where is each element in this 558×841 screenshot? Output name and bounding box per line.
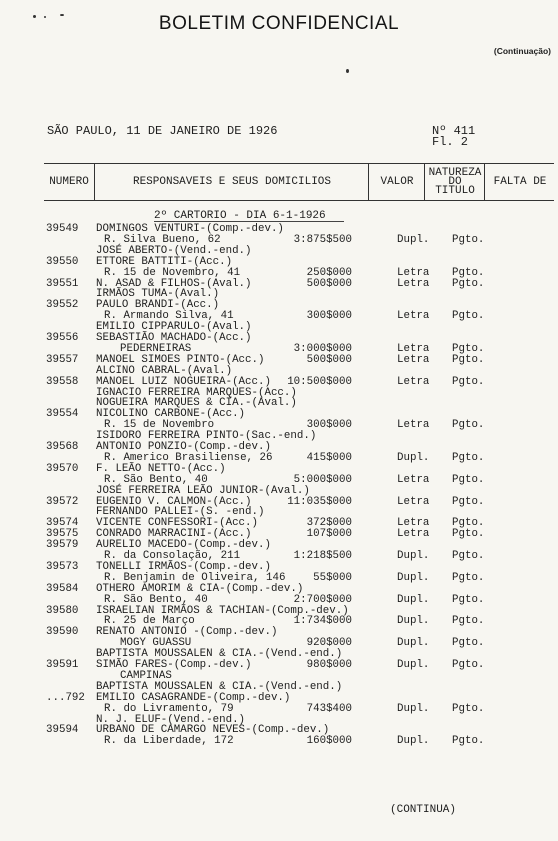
related-party: JOSÉ FERREIRA LEÃO JUNIOR-(Aval.) [96, 484, 310, 497]
list-item [0, 431, 558, 442]
title-nature: Letra [397, 528, 430, 541]
title-nature: Dupl. [397, 735, 430, 748]
list-item [0, 289, 558, 300]
title-nature: Dupl. [397, 451, 430, 464]
responsible-name: ISRAELIAN IRMÃOS & TACHIAN-(Comp.-dev.) [96, 604, 349, 617]
related-party: JOSÉ ABERTO-(Vend.-end.) [96, 244, 252, 257]
title-nature: Letra [397, 473, 430, 486]
default-reason: Pgto. [452, 277, 485, 290]
continuation-note: (Continuação) [493, 46, 551, 56]
entry-value: 5:000$000 [293, 473, 352, 486]
section-underline [154, 221, 344, 222]
related-party: EMILIO CIPPARULO-(Aval.) [96, 321, 252, 334]
natureza-line-2: DO [448, 175, 462, 188]
related-party: ALCINO CABRAL-(Aval.) [96, 364, 233, 377]
responsible-name: PAULO BRANDI-(Acc.) [96, 299, 220, 312]
default-reason: Pgto. [452, 473, 485, 486]
natureza-line-3: TITULO [435, 184, 475, 197]
entry-number: 39591 [46, 659, 79, 671]
list-item [0, 584, 558, 595]
default-reason: Pgto. [452, 353, 485, 366]
related-party: NOGUEIRA MARQUES & CIA.-(Aval.) [96, 397, 297, 410]
entry-value: 300$000 [306, 419, 352, 432]
default-reason: Pgto. [452, 659, 485, 671]
entry-value: 160$000 [306, 735, 352, 748]
city-date: SÃO PAULO, 11 DE JANEIRO DE 1926 [47, 124, 278, 138]
title-nature: Dupl. [397, 233, 430, 246]
title-nature: Letra [397, 266, 430, 279]
related-party: FERNANDO PALLEI-(S. -end.) [96, 506, 265, 519]
entry-value: 3:000$000 [293, 342, 352, 355]
list-item [0, 704, 558, 715]
address: R. 25 de Março [104, 615, 195, 628]
entry-number: 39590 [46, 626, 79, 639]
list-item [0, 355, 558, 366]
responsible-name: ANTONIO PONZIO-(Comp.-dev.) [96, 441, 271, 453]
title-nature: Letra [397, 517, 430, 530]
title-nature: Letra [397, 342, 430, 355]
responsible-name: URBANO DE CAMARGO NEVES-(Comp.-dev.) [96, 724, 330, 737]
list-item [0, 257, 558, 268]
default-reason: Pgto. [452, 495, 485, 508]
address: R. 15 de Novembro [104, 419, 215, 432]
list-item [0, 616, 558, 627]
title-nature: Dupl. [397, 593, 430, 606]
list-item [0, 486, 558, 497]
default-reason: Pgto. [452, 419, 485, 432]
entry-value: 1:218$500 [293, 550, 352, 562]
column-header-row [44, 163, 554, 201]
related-party: BAPTISTA MOUSSALEN & CIA.-(Vend.-end.) [96, 648, 343, 661]
entry-value: 980$000 [306, 659, 352, 671]
responsible-name: MANOEL SIMOES PINTO-(Acc.) [96, 353, 265, 366]
entry-value: 10:500$000 [287, 375, 352, 388]
title-nature: Dupl. [397, 637, 430, 650]
entry-number: 39549 [46, 223, 79, 235]
title-nature: Letra [397, 419, 430, 432]
section-heading: 2º CARTORIO - DIA 6-1-1926 [154, 210, 326, 222]
column-header-numero: NUMERO [49, 175, 89, 188]
entry-value: 743$400 [306, 702, 352, 715]
title-nature: Dupl. [397, 615, 430, 628]
entry-value: 107$000 [306, 528, 352, 541]
entry-number: 39594 [46, 724, 79, 737]
column-header-natureza [424, 164, 485, 200]
bulletin-number: Nº 411 [432, 124, 476, 138]
natureza-line-1: NATUREZA [428, 166, 482, 179]
default-reason: Pgto. [452, 571, 485, 584]
locality: PEDERNEIRAS [120, 342, 192, 355]
ink-speck [346, 69, 349, 73]
entry-number: 39550 [46, 255, 79, 268]
entry-number: 39551 [46, 277, 79, 290]
entry-number: 39554 [46, 408, 79, 421]
list-item [0, 595, 558, 606]
responsible-name: SEBASTIÃO MACHADO-(Acc.) [96, 332, 252, 344]
default-reason: Pgto. [452, 528, 485, 541]
responsible-name: F. LEÃO NETTO-(Acc.) [96, 462, 226, 475]
entry-value: 2:700$000 [293, 593, 352, 606]
related-party: N. J. ELUF-(Vend.-end.) [96, 713, 246, 726]
responsible-name: TONELLI IRMÃOS-(Comp.-dev.) [96, 560, 271, 573]
address: R. da Liberdade, 172 [104, 735, 234, 748]
entry-value: 300$000 [306, 310, 352, 323]
responsible-name: N. ASAD & FILHOS-(Aval.) [96, 277, 252, 290]
list-item [0, 322, 558, 333]
default-reason: Pgto. [452, 702, 485, 715]
default-reason: Pgto. [452, 593, 485, 606]
list-item [0, 235, 558, 246]
list-item [0, 497, 558, 508]
ink-speck [33, 15, 36, 18]
ink-speck [60, 14, 64, 16]
responsible-name: EMILIO CASAGRANDE-(Comp.-dev.) [96, 691, 291, 704]
sheet-number: Fl. 2 [432, 135, 469, 149]
list-item [0, 736, 558, 747]
list-item [0, 268, 558, 279]
entry-value: 920$000 [306, 637, 352, 650]
address: R. 15 de Novembro, 41 [104, 266, 241, 279]
responsible-name: OTHERO AMORIM & CIA-(Comp.-dev.) [96, 582, 304, 595]
responsible-name: RENATO ANTONIO -(Comp.-dev.) [96, 626, 278, 639]
default-reason: Pgto. [452, 342, 485, 355]
responsible-name: DOMINGOS VENTURI-(Comp.-dev.) [96, 223, 284, 235]
title-nature: Letra [397, 277, 430, 290]
title-nature: Dupl. [397, 659, 430, 671]
responsible-name: ETTORE BATTITI-(Acc.) [96, 255, 233, 268]
address: R. Silva Bueno, 62 [104, 233, 221, 246]
entry-number: 39568 [46, 441, 79, 453]
list-item [0, 377, 558, 388]
list-item [0, 475, 558, 486]
entry-number: 39552 [46, 299, 79, 312]
entry-number: 39573 [46, 560, 79, 573]
responsible-name: CONRADO MARRACINI-(Acc.) [96, 528, 252, 541]
ink-speck [44, 16, 46, 18]
address: R. Benjamin de Oliveira, 146 [104, 571, 286, 584]
list-item [0, 453, 558, 464]
related-party: IGNACIO FERREIRA MARQUES-(Acc.) [96, 386, 297, 399]
default-reason: Pgto. [452, 550, 485, 562]
address: R. Armando Silva, 41 [104, 310, 234, 323]
default-reason: Pgto. [452, 637, 485, 650]
list-item [0, 551, 558, 562]
default-reason: Pgto. [452, 517, 485, 530]
default-reason: Pgto. [452, 375, 485, 388]
entry-number: 39556 [46, 332, 79, 344]
column-header-falta: FALTA DE [484, 164, 555, 200]
locality: MOGY GUASSU [120, 637, 192, 650]
title-nature: Dupl. [397, 571, 430, 584]
column-header-responsaveis: RESPONSAVEIS E SEUS DOMICILIOS [94, 164, 369, 200]
entry-number: 39575 [46, 528, 79, 541]
title-nature: Letra [397, 495, 430, 508]
default-reason: Pgto. [452, 451, 485, 464]
responsible-name: MANOEL LUIZ NOGUEIRA-(Acc.) [96, 375, 271, 388]
column-header-valor: VALOR [368, 164, 425, 200]
related-party: IRMÃOS TUMA-(Aval.) [96, 288, 220, 301]
responsible-name: VICENTE CONFESSORI-(Acc.) [96, 517, 258, 530]
entry-value: 1:734$000 [293, 615, 352, 628]
responsible-name: AURELIO MACEDO-(Comp.-dev.) [96, 539, 271, 552]
entry-number: 39584 [46, 582, 79, 595]
entry-value: 3:875$500 [293, 233, 352, 246]
list-item [0, 246, 558, 257]
list-item [0, 398, 558, 409]
address: R. São Bento, 40 [104, 473, 208, 486]
entry-number: 39572 [46, 495, 79, 508]
responsible-name: NICOLINO CARBONE-(Acc.) [96, 408, 246, 421]
entry-number: 39557 [46, 353, 79, 366]
entry-number: 39579 [46, 539, 79, 552]
title-nature: Letra [397, 310, 430, 323]
default-reason: Pgto. [452, 233, 485, 246]
title-nature: Letra [397, 375, 430, 388]
title-nature: Dupl. [397, 702, 430, 715]
entry-value: 500$000 [306, 353, 352, 366]
entry-value: 415$000 [306, 451, 352, 464]
responsible-name: EUGENIO V. CALMON-(Acc.) [96, 495, 252, 508]
default-reason: Pgto. [452, 266, 485, 279]
list-item [0, 279, 558, 290]
entry-number: 39558 [46, 375, 79, 388]
list-item [0, 529, 558, 540]
address: R. da Consolação, 211 [104, 550, 241, 562]
title-nature: Letra [397, 353, 430, 366]
entry-number: 39570 [46, 462, 79, 475]
entry-value: 55$000 [313, 571, 352, 584]
entry-value: 250$000 [306, 266, 352, 279]
entry-number: 39580 [46, 604, 79, 617]
entry-value: 372$000 [306, 517, 352, 530]
list-item [0, 660, 558, 671]
locality: CAMPINAS [120, 669, 172, 682]
list-item [0, 366, 558, 377]
address: R. Americo Brasiliense, 26 [104, 451, 273, 464]
entry-number: 39574 [46, 517, 79, 530]
related-party: BAPTISTA MOUSSALEN & CIA.-(Vend.-end.) [96, 680, 343, 693]
document-title: BOLETIM CONFIDENCIAL [158, 13, 400, 34]
address: R. do Livramento, 79 [104, 702, 234, 715]
entry-value: 11:035$000 [287, 495, 352, 508]
default-reason: Pgto. [452, 310, 485, 323]
entry-number: ...792 [46, 691, 85, 704]
list-item [0, 693, 558, 704]
list-item [0, 311, 558, 322]
title-nature: Dupl. [397, 550, 430, 562]
entry-value: 500$000 [306, 277, 352, 290]
default-reason: Pgto. [452, 735, 485, 748]
related-party: ISIDORO FERREIRA PINTO-(Sac.-end.) [96, 430, 317, 443]
default-reason: Pgto. [452, 615, 485, 628]
address: R. São Bento, 40 [104, 593, 208, 606]
continues-note: (CONTINUA) [390, 804, 457, 816]
responsible-name: SIMÃO FARES-(Comp.-dev.) [96, 659, 252, 671]
